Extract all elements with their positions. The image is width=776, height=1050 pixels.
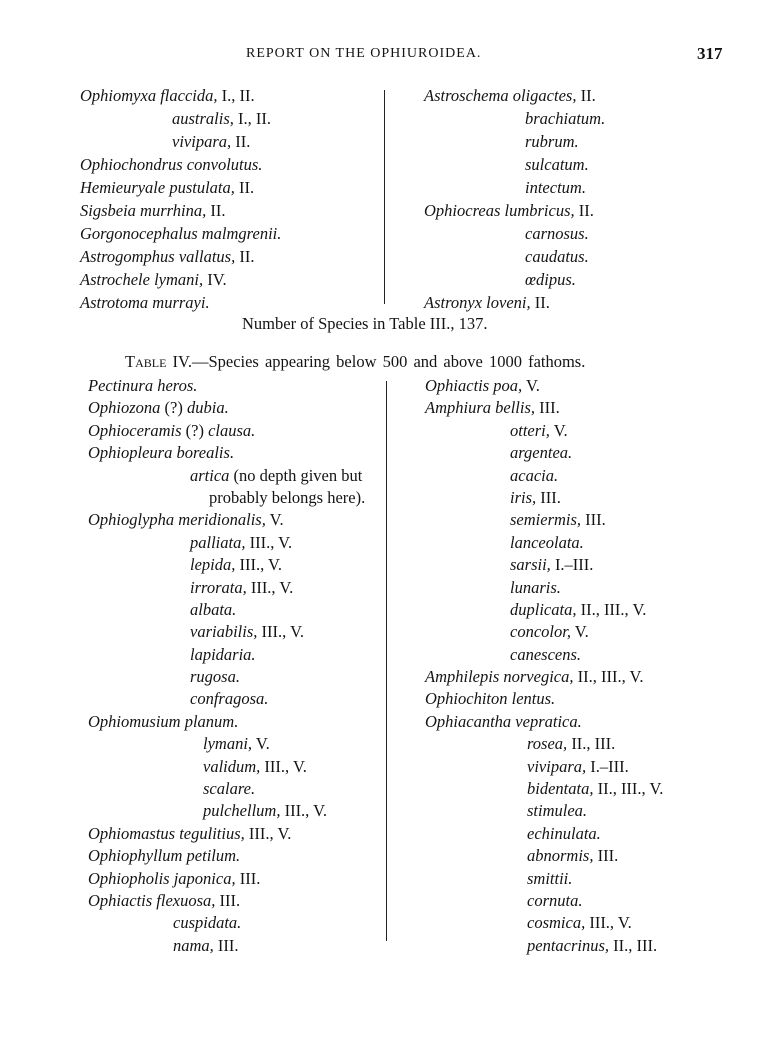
species-name: japonica,	[173, 868, 236, 888]
station-ref: II.	[576, 86, 596, 105]
species-entry	[0, 845, 663, 867]
species-name: iris,	[510, 487, 537, 507]
genus-name: Ophiomastus	[88, 823, 176, 843]
species-name: lepida,	[190, 555, 236, 575]
species-name: convolutus.	[186, 155, 263, 174]
species-name: canescens.	[510, 644, 582, 664]
species-name: vepratica.	[515, 711, 582, 731]
species-entry	[0, 487, 663, 509]
species-entry	[0, 509, 663, 531]
genus-name: Ophiochiton	[425, 689, 508, 709]
station-ref: II.	[530, 293, 550, 312]
station-ref: II.	[235, 247, 255, 266]
species-entry	[0, 107, 605, 130]
genus-name: Amphilepis	[425, 667, 500, 687]
station-ref: IV.	[203, 270, 227, 289]
genus-name: Ophiozona	[88, 398, 161, 418]
species-name: palliata,	[190, 532, 246, 552]
species-name: lapidaria.	[190, 644, 256, 664]
station-ref: III., V.	[280, 801, 328, 821]
species-name: australis,	[172, 109, 234, 128]
species-name: argentea.	[510, 443, 573, 463]
genus-name: Ophiochondrus	[80, 155, 183, 174]
species-name: irrorata,	[190, 577, 247, 597]
page-number: 317	[697, 44, 723, 63]
species-name: albata.	[190, 599, 237, 619]
genus-name: Ophiophyllum	[88, 846, 183, 866]
station-ref: III.	[215, 890, 241, 910]
species-name: rubrum.	[525, 132, 579, 151]
species-name: lentus.	[511, 689, 556, 709]
station-ref: V.	[570, 622, 589, 642]
genus-name: Ophiacantha	[425, 711, 512, 731]
species-name: sulcatum.	[525, 155, 589, 174]
species-entry	[0, 644, 663, 666]
station-ref: V.	[522, 376, 540, 395]
station-ref: III., V.	[235, 555, 282, 575]
genus-entry	[0, 199, 605, 222]
species-name: murrhina,	[140, 201, 207, 220]
species-name: abnormis,	[527, 846, 594, 866]
species-name: œdipus.	[525, 270, 576, 289]
genus-name: Astronyx	[424, 293, 483, 312]
species-entry	[0, 823, 663, 845]
species-entry	[0, 935, 663, 957]
species-entry	[0, 554, 663, 576]
species-entry	[0, 733, 663, 755]
species-name: caudatus.	[525, 247, 589, 266]
genus-name: Astrochele	[80, 270, 150, 289]
station-ref: III.	[535, 398, 560, 418]
station-ref: I., II.	[233, 109, 272, 128]
species-entry	[0, 890, 663, 912]
station-ref: II., III., V.	[576, 599, 647, 619]
species-name: confragosa.	[190, 689, 269, 709]
species-name: petilum.	[186, 846, 241, 866]
species-name: semiermis,	[510, 510, 582, 530]
station-ref: V.	[252, 734, 270, 754]
running-header: REPORT ON THE OPHIUROIDEA.	[246, 46, 482, 61]
station-ref: II.	[234, 178, 255, 197]
genus-name: Ophiopholis	[88, 868, 170, 888]
genus-name: Ophiomusium	[88, 711, 181, 731]
species-name: heros.	[157, 376, 198, 395]
species-entry	[0, 442, 663, 464]
species-name: poa,	[493, 376, 523, 395]
species-name: cuspidata.	[173, 913, 242, 933]
genus-name: Ophiactis	[425, 376, 490, 395]
species-name: lymani,	[154, 270, 204, 289]
species-entry	[0, 532, 663, 554]
station-ref: II.	[574, 201, 594, 220]
station-ref: II.	[206, 201, 226, 220]
species-name: loveni,	[486, 293, 531, 312]
table4-right-column	[0, 375, 663, 957]
species-name: nama,	[173, 935, 214, 955]
genus-name: Hemieuryale	[80, 178, 166, 197]
genus-name: Gorgonocephalus	[80, 224, 198, 243]
station-ref: III.	[213, 935, 239, 955]
species-entry	[0, 577, 663, 599]
species-name: meridionalis,	[178, 510, 266, 530]
species-name: cosmica,	[527, 913, 586, 933]
genus-name: Astrogomphus	[80, 247, 175, 266]
station-ref: III., V.	[246, 577, 294, 597]
species-name: variabilis,	[190, 622, 258, 642]
genus-name: Astrotoma	[80, 293, 149, 312]
species-entry	[0, 778, 663, 800]
species-name: stimulea.	[527, 801, 588, 821]
station-ref: I.–III.	[550, 555, 594, 575]
station-ref: II., III., V.	[573, 667, 644, 687]
genus-name: Ophiactis	[88, 890, 153, 910]
species-name: borealis.	[176, 443, 235, 463]
species-name: cornuta.	[527, 890, 583, 910]
species-entry	[0, 268, 605, 291]
station-ref: III., V.	[257, 622, 304, 642]
station-ref: II., III.	[567, 734, 616, 754]
genus-name: Ophioglypha	[88, 510, 175, 530]
species-name: malmgrenii.	[201, 224, 282, 243]
species-name: scalare.	[203, 779, 256, 799]
species-name: bidentata,	[527, 779, 594, 799]
species-name: dubia.	[187, 398, 229, 418]
species-name: vivipara,	[527, 756, 587, 776]
genus-name: Ophioceramis	[88, 420, 182, 440]
species-name: rugosa.	[190, 667, 240, 687]
table4-title	[125, 352, 585, 372]
species-name: validum,	[203, 756, 261, 776]
station-ref: III.	[581, 510, 606, 530]
station-ref: III.	[593, 846, 619, 866]
species-name: flaccida,	[160, 86, 218, 105]
station-ref: I., II.	[217, 86, 255, 105]
table4-caption: —Species appearing below 500 and above 1000 fathoms.	[191, 352, 586, 371]
species-name: duplicata,	[510, 599, 577, 619]
station-ref: II., III.	[609, 935, 658, 955]
station-ref: probably belongs here).	[209, 487, 366, 507]
station-ref: II.	[231, 132, 251, 151]
species-entry	[0, 756, 663, 778]
species-name: lumbricus,	[504, 201, 575, 220]
species-name: tegulitius,	[179, 823, 245, 843]
species-name: flexuosa,	[156, 890, 216, 910]
species-entry	[0, 245, 605, 268]
station-ref: III., V.	[244, 823, 292, 843]
species-entry	[0, 153, 605, 176]
station-ref: I.–III.	[586, 756, 629, 776]
genus-entry	[0, 291, 605, 314]
species-name: echinulata.	[527, 823, 601, 843]
species-entry	[0, 868, 663, 890]
station-ref: III.	[235, 868, 261, 888]
species-name: murrayi.	[152, 293, 210, 312]
species-entry	[0, 130, 605, 153]
species-name: concolor,	[510, 622, 571, 642]
species-name: sarsii,	[510, 555, 551, 575]
table3-right-column	[0, 84, 605, 314]
note-text: (?)	[160, 398, 187, 418]
species-name: artica	[190, 465, 230, 485]
species-name: brachiatum.	[525, 109, 606, 128]
species-name: smittii.	[527, 868, 573, 888]
genus-name: Astroschema	[424, 86, 509, 105]
species-name: clausa.	[208, 420, 256, 440]
species-name: pulchellum,	[203, 801, 281, 821]
species-name: rosea,	[527, 734, 568, 754]
station-ref: III., V.	[260, 756, 307, 776]
genus-entry	[0, 84, 605, 107]
genus-name: Pectinura	[88, 376, 154, 395]
note-text: (?)	[181, 420, 209, 440]
species-entry	[0, 800, 663, 822]
genus-name: Ophiocreas	[424, 201, 501, 220]
species-entry	[0, 465, 663, 487]
species-name: vallatus,	[178, 247, 236, 266]
species-entry	[0, 599, 663, 621]
genus-entry	[0, 711, 663, 733]
station-ref: III.	[536, 487, 561, 507]
species-entry	[0, 912, 663, 934]
genus-entry	[0, 397, 663, 419]
table4-label: Table IV.	[125, 352, 192, 371]
station-ref: III., V.	[245, 532, 293, 552]
genus-name: Ophiopleura	[88, 443, 173, 463]
station-ref: V.	[549, 420, 568, 440]
station-ref: III., V.	[585, 913, 632, 933]
species-name: norvegica,	[503, 667, 574, 687]
station-ref: V.	[265, 510, 284, 530]
station-ref: (no depth given but	[229, 465, 363, 485]
species-name: pustulata,	[169, 178, 235, 197]
species-name: lunaris.	[510, 577, 561, 597]
species-name: lanceolata.	[510, 532, 584, 552]
genus-entry	[0, 688, 663, 710]
species-name: acacia.	[510, 465, 559, 485]
genus-name: Sigsbeia	[80, 201, 136, 220]
species-name: carnosus.	[525, 224, 589, 243]
table3-species-count: Number of Species in Table III., 137.	[242, 314, 488, 333]
species-entry	[0, 420, 663, 442]
species-entry	[0, 621, 663, 643]
species-name: vivipara,	[172, 132, 232, 151]
species-name: intectum.	[525, 178, 586, 197]
species-name: pentacrinus,	[527, 935, 610, 955]
station-ref: II., III., V.	[593, 779, 664, 799]
species-name: oligactes,	[512, 86, 577, 105]
species-entry	[0, 176, 605, 199]
species-entry	[0, 222, 605, 245]
species-name: lymani,	[203, 734, 253, 754]
genus-name: Ophiomyxa	[80, 86, 157, 105]
species-name: bellis,	[495, 398, 535, 418]
genus-entry	[0, 375, 663, 397]
species-name: otteri,	[510, 420, 550, 440]
species-name: planum.	[184, 711, 239, 731]
genus-name: Amphiura	[425, 398, 491, 418]
genus-entry	[0, 666, 663, 688]
